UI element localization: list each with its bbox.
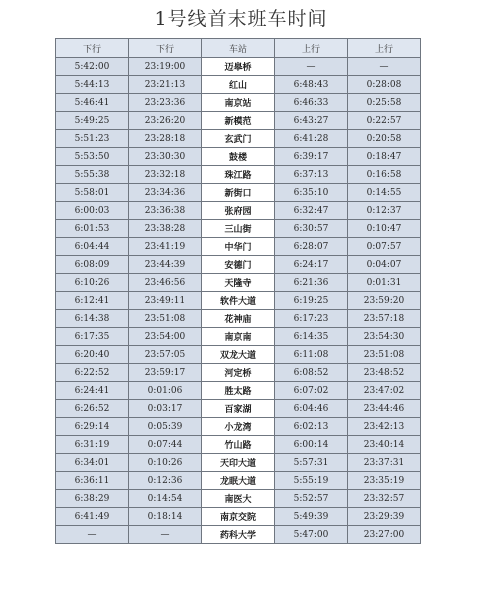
table-row [56,148,421,166]
down-last-time: 23:57:05 [129,346,202,364]
table-row [56,112,421,130]
up-last-time: 0:04:07 [348,256,421,274]
down-first-time: 6:12:41 [56,292,129,310]
down-last-time: 23:59:17 [129,364,202,382]
table-row [56,436,421,454]
up-first-time: 6:48:43 [275,76,348,94]
up-first-time: 6:11:08 [275,346,348,364]
up-first-time: 6:17:23 [275,310,348,328]
station-name: 南京南 [202,328,275,346]
down-first-time: 6:17:35 [56,328,129,346]
up-first-time: 5:49:39 [275,508,348,526]
down-first-time: 5:58:01 [56,184,129,202]
down-first-time: — [56,526,129,544]
station-name: 天印大道 [202,454,275,472]
down-last-time: 23:19:00 [129,58,202,76]
station-name: 小龙湾 [202,418,275,436]
up-last-time: 23:29:39 [348,508,421,526]
down-last-time: 23:41:19 [129,238,202,256]
up-first-time: 6:24:17 [275,256,348,274]
down-last-time: 0:03:17 [129,400,202,418]
table-row [56,328,421,346]
table-row [56,508,421,526]
table-row [56,184,421,202]
up-last-time: 0:20:58 [348,130,421,148]
down-first-time: 6:04:44 [56,238,129,256]
table-row [56,238,421,256]
up-last-time: 0:16:58 [348,166,421,184]
down-first-time: 6:14:38 [56,310,129,328]
timetable-body [56,58,421,544]
table-row [56,292,421,310]
station-name: 软件大道 [202,292,275,310]
table-row [56,418,421,436]
down-last-time: 0:10:26 [129,454,202,472]
station-name: 三山街 [202,220,275,238]
up-last-time: 23:54:30 [348,328,421,346]
up-first-time: 6:43:27 [275,112,348,130]
up-first-time: — [275,58,348,76]
table-row [56,454,421,472]
down-first-time: 5:42:00 [56,58,129,76]
station-name: 双龙大道 [202,346,275,364]
table-row [56,526,421,544]
up-last-time: 23:59:20 [348,292,421,310]
down-last-time: 0:12:36 [129,472,202,490]
table-row [56,220,421,238]
table-row [56,130,421,148]
down-last-time: 23:32:18 [129,166,202,184]
up-last-time: 23:51:08 [348,346,421,364]
down-first-time: 6:34:01 [56,454,129,472]
up-last-time: 0:22:57 [348,112,421,130]
up-last-time: 23:35:19 [348,472,421,490]
up-last-time: 23:32:57 [348,490,421,508]
table-row [56,76,421,94]
up-first-time: 5:55:19 [275,472,348,490]
station-name: 竹山路 [202,436,275,454]
down-last-time: 23:26:20 [129,112,202,130]
down-last-time: 23:51:08 [129,310,202,328]
table-row [56,400,421,418]
header-row [56,39,421,58]
down-first-time: 6:41:49 [56,508,129,526]
station-name: 红山 [202,76,275,94]
down-first-time: 6:08:09 [56,256,129,274]
up-first-time: 6:28:07 [275,238,348,256]
down-first-time: 5:49:25 [56,112,129,130]
table-row [56,346,421,364]
up-last-time: 0:01:31 [348,274,421,292]
station-name: 安德门 [202,256,275,274]
up-first-time: 6:37:13 [275,166,348,184]
down-first-time: 5:44:13 [56,76,129,94]
up-first-time: 6:30:57 [275,220,348,238]
up-last-time: 23:47:02 [348,382,421,400]
down-first-time: 5:53:50 [56,148,129,166]
up-first-time: 6:19:25 [275,292,348,310]
header-station: 车站 [202,39,275,58]
down-last-time: 0:01:06 [129,382,202,400]
up-last-time: 0:18:47 [348,148,421,166]
table-row [56,490,421,508]
table-row [56,364,421,382]
up-last-time: 23:40:14 [348,436,421,454]
station-name: 龙眠大道 [202,472,275,490]
down-first-time: 6:00:03 [56,202,129,220]
up-first-time: 5:52:57 [275,490,348,508]
down-last-time: 23:54:00 [129,328,202,346]
station-name: 南京站 [202,94,275,112]
down-first-time: 6:01:53 [56,220,129,238]
table-row [56,202,421,220]
header-up-first: 上行 [275,39,348,58]
up-first-time: 6:39:17 [275,148,348,166]
table-row [56,94,421,112]
up-first-time: 6:02:13 [275,418,348,436]
header-up-last: 上行 [348,39,421,58]
down-first-time: 6:26:52 [56,400,129,418]
table-row [56,472,421,490]
down-last-time: 0:18:14 [129,508,202,526]
station-name: 张府园 [202,202,275,220]
down-last-time: — [129,526,202,544]
station-name: 胜太路 [202,382,275,400]
station-name: 新街口 [202,184,275,202]
table-row [56,382,421,400]
table-row [56,310,421,328]
up-first-time: 6:35:10 [275,184,348,202]
table-row [56,256,421,274]
up-last-time: 23:48:52 [348,364,421,382]
up-first-time: 6:04:46 [275,400,348,418]
up-first-time: 6:14:35 [275,328,348,346]
down-last-time: 23:30:30 [129,148,202,166]
header-down-first: 下行 [56,39,129,58]
station-name: 花神庙 [202,310,275,328]
down-last-time: 0:05:39 [129,418,202,436]
down-last-time: 23:28:18 [129,130,202,148]
up-first-time: 6:07:02 [275,382,348,400]
down-last-time: 23:38:28 [129,220,202,238]
station-name: 天隆寺 [202,274,275,292]
down-last-time: 23:34:36 [129,184,202,202]
up-last-time: 23:44:46 [348,400,421,418]
station-name: 珠江路 [202,166,275,184]
up-first-time: 6:21:36 [275,274,348,292]
table-row [56,166,421,184]
station-name: 南京交院 [202,508,275,526]
up-first-time: 5:57:31 [275,454,348,472]
up-last-time: 0:28:08 [348,76,421,94]
down-last-time: 0:07:44 [129,436,202,454]
down-first-time: 5:55:38 [56,166,129,184]
up-first-time: 6:32:47 [275,202,348,220]
down-last-time: 23:44:39 [129,256,202,274]
up-first-time: 6:46:33 [275,94,348,112]
station-name: 鼓楼 [202,148,275,166]
down-first-time: 6:31:19 [56,436,129,454]
down-first-time: 6:24:41 [56,382,129,400]
down-last-time: 23:36:38 [129,202,202,220]
up-first-time: 5:47:00 [275,526,348,544]
header-down-last: 下行 [129,39,202,58]
station-name: 迈皋桥 [202,58,275,76]
down-first-time: 5:51:23 [56,130,129,148]
down-last-time: 23:49:11 [129,292,202,310]
down-last-time: 23:21:13 [129,76,202,94]
down-first-time: 6:29:14 [56,418,129,436]
up-last-time: 23:27:00 [348,526,421,544]
up-last-time: 0:14:55 [348,184,421,202]
up-last-time: 0:12:37 [348,202,421,220]
up-last-time: 0:25:58 [348,94,421,112]
page-title: 1号线首末班车时间 [154,8,328,30]
up-first-time: 6:41:28 [275,130,348,148]
station-name: 玄武门 [202,130,275,148]
station-name: 药科大学 [202,526,275,544]
down-last-time: 23:46:56 [129,274,202,292]
up-last-time: 23:42:13 [348,418,421,436]
up-last-time: 23:37:31 [348,454,421,472]
down-first-time: 6:22:52 [56,364,129,382]
table-row [56,58,421,76]
station-name: 新模范 [202,112,275,130]
down-first-time: 6:20:40 [56,346,129,364]
up-last-time: — [348,58,421,76]
up-last-time: 23:57:18 [348,310,421,328]
station-name: 百家湖 [202,400,275,418]
up-first-time: 6:00:14 [275,436,348,454]
down-first-time: 5:46:41 [56,94,129,112]
timetable-container [0,38,482,544]
station-name: 中华门 [202,238,275,256]
down-first-time: 6:36:11 [56,472,129,490]
up-last-time: 0:07:57 [348,238,421,256]
table-row [56,274,421,292]
up-last-time: 0:10:47 [348,220,421,238]
station-name: 南医大 [202,490,275,508]
timetable [55,38,421,544]
up-first-time: 6:08:52 [275,364,348,382]
down-first-time: 6:10:26 [56,274,129,292]
station-name: 河定桥 [202,364,275,382]
down-last-time: 0:14:54 [129,490,202,508]
down-last-time: 23:23:36 [129,94,202,112]
down-first-time: 6:38:29 [56,490,129,508]
